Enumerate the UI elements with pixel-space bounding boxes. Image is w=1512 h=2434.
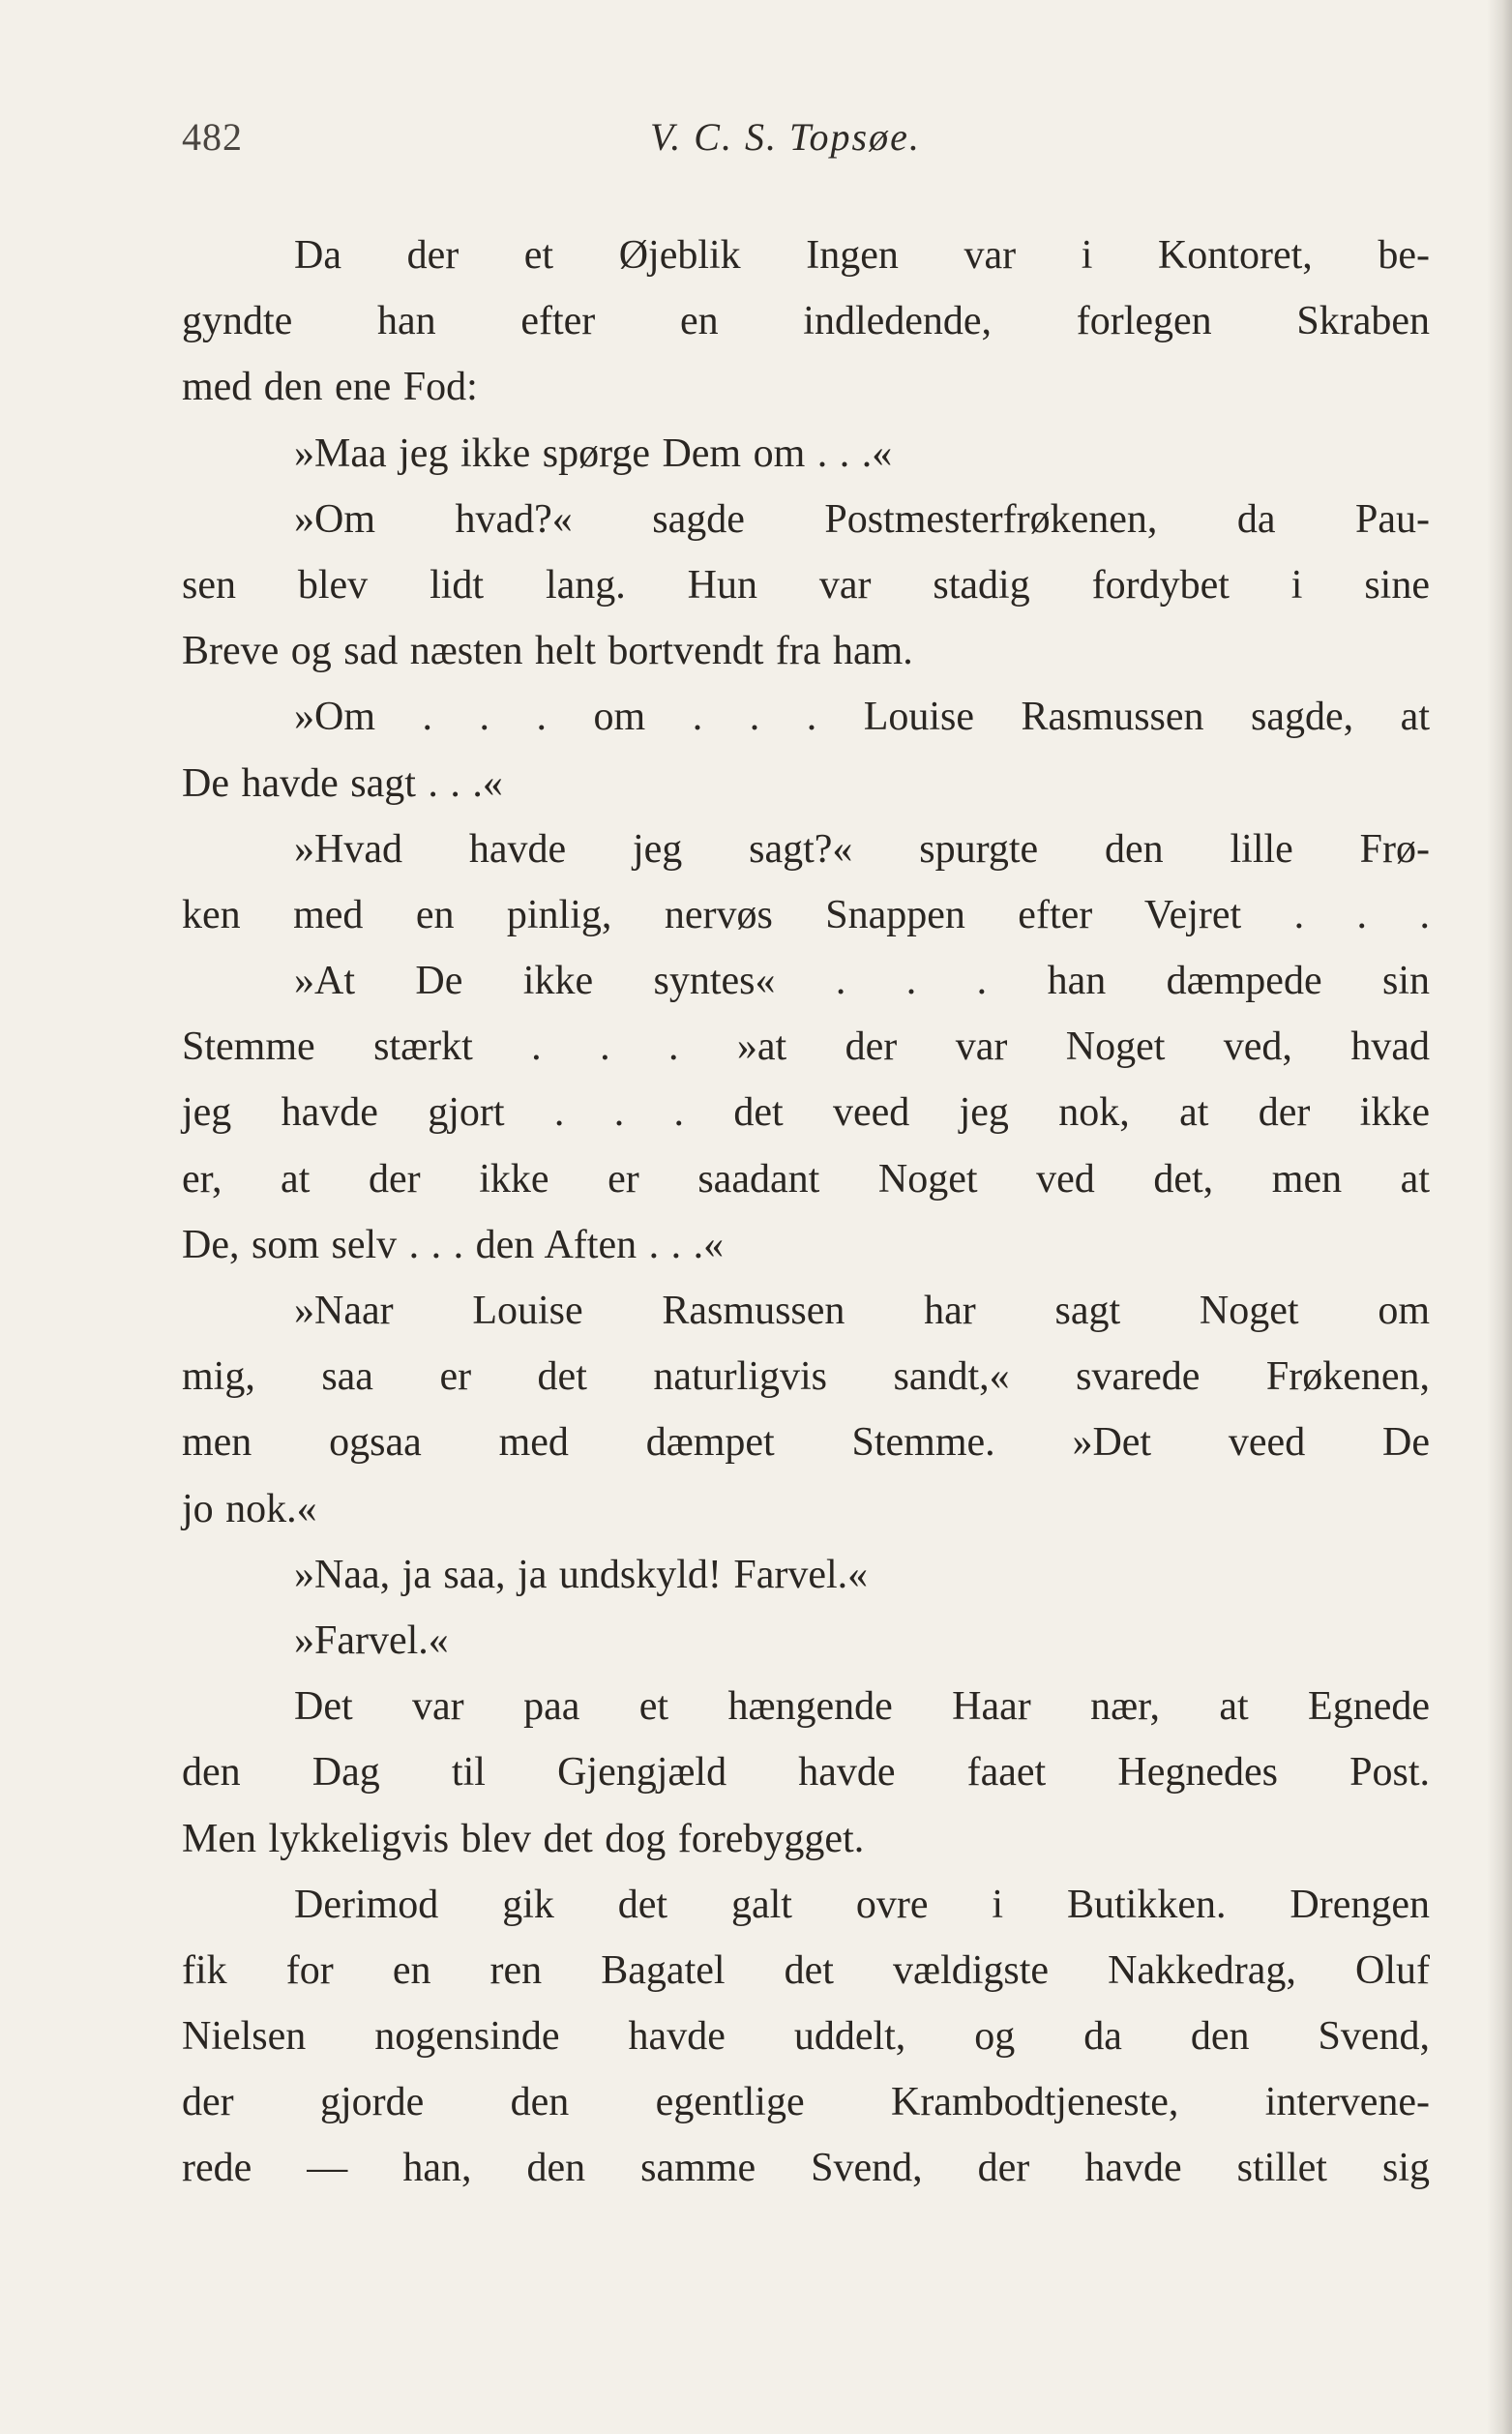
text-line: »Naar Louise Rasmussen har sagt Noget om — [294, 1289, 1430, 1333]
running-head: V. C. S. Topsøe. — [650, 115, 921, 159]
text-line: »Farvel.« — [294, 1618, 449, 1663]
text-line: Men lykkeligvis blev det dog forebygget. — [182, 1816, 865, 1861]
text-line: sen blev lidt lang. Hun var stadig fordybet i sine — [182, 562, 1430, 608]
text-line: »Om . . . om . . . Louise Rasmussen sagde, at — [294, 695, 1430, 740]
text-line: rede — han, den samme Svend, der havde stillet sig — [182, 2146, 1430, 2191]
text-line: Det var paa et hængende Haar nær, at Egnede — [294, 1684, 1430, 1730]
body-text — [182, 223, 1430, 2202]
text-line: mig, saa er det naturligvis sandt,« svarede Frøkenen, — [182, 1354, 1430, 1400]
text-line: »Naa, ja saa, ja undskyld! Farvel.« — [294, 1552, 869, 1597]
text-line: er, at der ikke er saadant Noget ved det, men at — [182, 1156, 1430, 1202]
text-line: Da der et Øjeblik Ingen var i Kontoret, be- — [294, 233, 1430, 278]
text-line: »Maa jeg ikke spørge Dem om . . .« — [294, 430, 893, 476]
text-line: De havde sagt . . .« — [182, 760, 503, 806]
text-line: der gjorde den egentlige Krambodtjeneste, intervene- — [182, 2080, 1430, 2125]
text-line: De, som selv . . . den Aften . . .« — [182, 1222, 725, 1267]
page-number: 482 — [182, 115, 243, 159]
text-line: jo nok.« — [182, 1486, 317, 1531]
text-line: »At De ikke syntes« . . . han dæmpede sin — [294, 959, 1430, 1004]
text-line: men ogsaa med dæmpet Stemme. »Det veed De — [182, 1420, 1430, 1466]
text-line: »Om hvad?« sagde Postmesterfrøkenen, da Pau- — [294, 496, 1430, 542]
text-line: »Hvad havde jeg sagt?« spurgte den lille Frø- — [294, 826, 1430, 872]
text-line: med den ene Fod: — [182, 365, 478, 410]
text-line: Nielsen nogensinde havde uddelt, og da den Svend, — [182, 2014, 1430, 2060]
text-line: ken med en pinlig, nervøs Snappen efter Vejret . . . — [182, 892, 1430, 937]
text-line: jeg havde gjort . . . det veed jeg nok, at der ikke — [182, 1090, 1430, 1136]
text-line: Breve og sad næsten helt bortvendt fra ham. — [182, 629, 913, 674]
text-line: den Dag til Gjengjæld havde faaet Hegnedes Post. — [182, 1750, 1430, 1796]
text-line: Derimod gik det galt ovre i Butikken. Drengen — [294, 1882, 1430, 1927]
text-line: Stemme stærkt . . . »at der var Noget ved, hvad — [182, 1024, 1430, 1070]
text-line: gyndte han efter en indledende, forlegen Skraben — [182, 299, 1430, 344]
text-line: fik for en ren Bagatel det vældigste Nakkedrag, Oluf — [182, 1947, 1430, 1993]
page-edge-shadow — [1487, 0, 1512, 2434]
